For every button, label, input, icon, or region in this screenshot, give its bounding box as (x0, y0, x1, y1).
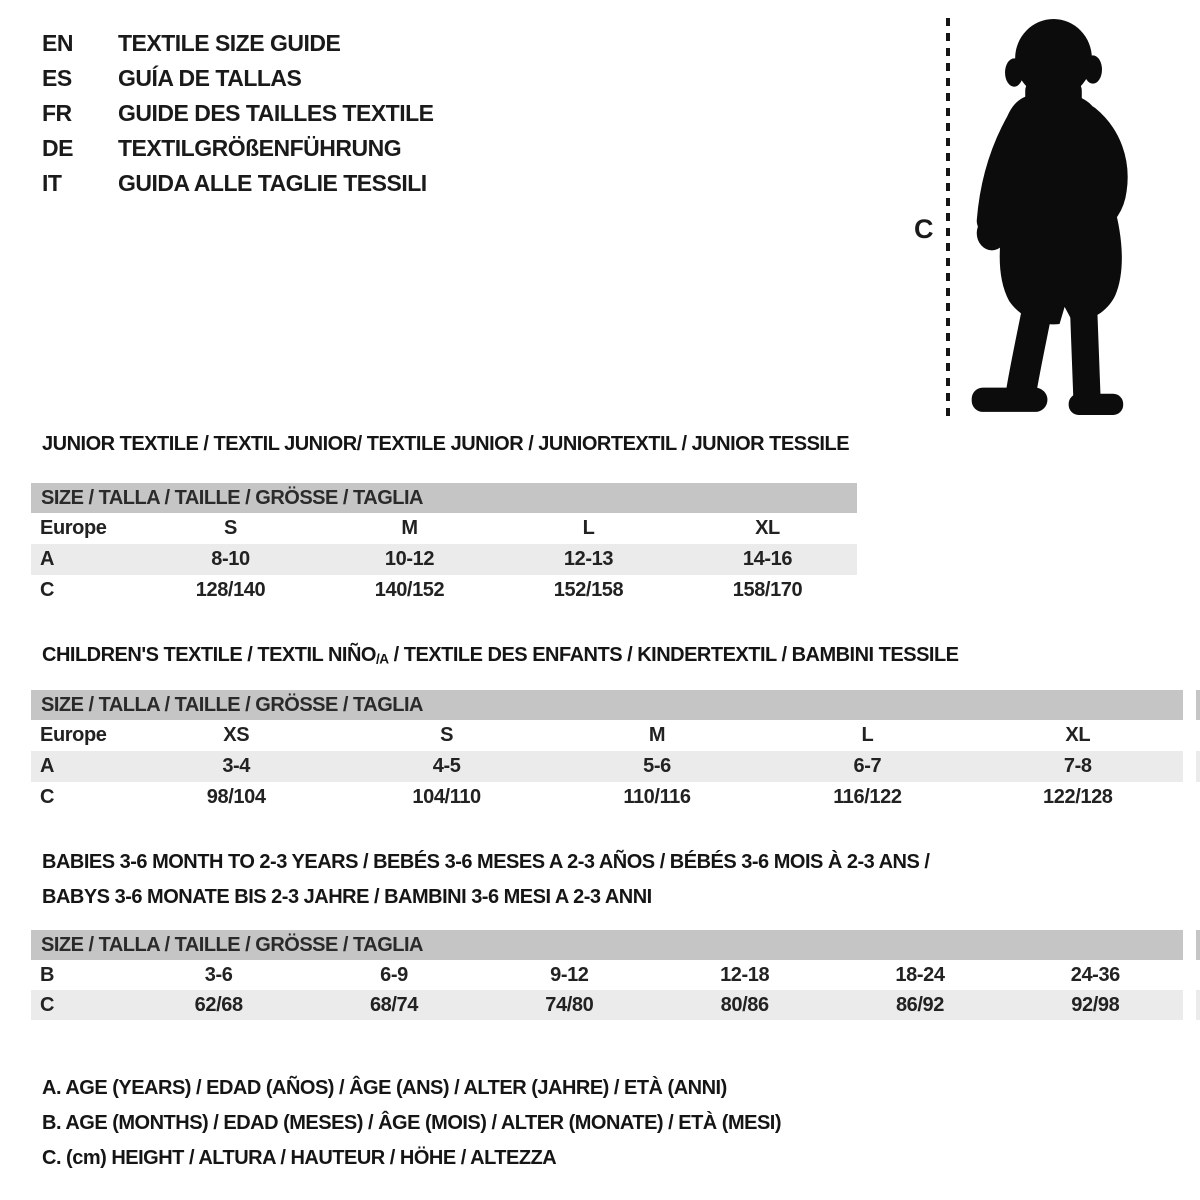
size-cell: XL (755, 517, 780, 539)
lang-code: IT (42, 170, 62, 196)
table-row-age (31, 544, 857, 575)
baby-silhouette-icon (964, 16, 1142, 420)
value-cell: 6-7 (853, 755, 882, 777)
size-cell: XL (1065, 724, 1091, 746)
row-label: C (40, 993, 55, 1016)
row-label: Europe (40, 517, 107, 539)
value-cell: 98/104 (206, 786, 266, 808)
table-row-age (31, 751, 1183, 782)
junior-size-table (31, 483, 857, 606)
legend-line-a: A. AGE (YEARS) / EDAD (AÑOS) / ÂGE (ANS) / ALTER (JAHRE) / ETÀ (ANNI) (42, 1077, 727, 1099)
size-cell: L (861, 724, 874, 746)
junior-title-text: JUNIOR TEXTILE / TEXTIL JUNIOR/ TEXTILE JUNIOR / JUNIORTEXTIL / JUNIOR TESSILE (42, 433, 850, 455)
height-measure-label: C (914, 214, 934, 244)
row-label: Europe (40, 724, 107, 746)
lang-row-fr (42, 96, 434, 131)
lang-code: DE (42, 135, 73, 161)
value-cell: 68/74 (369, 993, 419, 1016)
value-cell: 24-36 (1070, 963, 1120, 986)
row-label: C (40, 579, 55, 601)
value-cell: 140/152 (374, 579, 445, 601)
size-cell: M (648, 724, 666, 746)
lang-title: TEXTILGRÖßENFÜHRUNG (118, 135, 402, 161)
height-dashed-line (946, 18, 950, 418)
babies-section-title (42, 845, 929, 915)
row-label: B (40, 963, 55, 986)
size-header-band: SIZE / TALLA / TAILLE / GRÖSSE / TAGLIA (31, 930, 1183, 960)
size-header-band: SIZE / TALLA / TAILLE / GRÖSSE / TAGLIA (31, 690, 1183, 720)
value-cell: 86/92 (895, 993, 945, 1016)
row-label: C (40, 786, 55, 808)
children-section-title (42, 644, 959, 667)
row-label: A (40, 755, 55, 777)
lang-code: FR (42, 100, 72, 126)
table-row-height (31, 990, 1183, 1020)
babies-size-table (31, 930, 1183, 1020)
lang-title: GUIDA ALLE TAGLIE TESSILI (118, 170, 427, 196)
value-cell: 8-10 (211, 548, 250, 570)
value-cell: 104/110 (412, 786, 481, 808)
size-cell: M (401, 517, 418, 539)
value-cell: 10-12 (384, 548, 435, 570)
lang-title: TEXTILE SIZE GUIDE (118, 30, 341, 56)
lang-title: GUIDE DES TAILLES TEXTILE (118, 100, 434, 126)
lang-row-en (42, 26, 434, 61)
size-cell: XS (223, 724, 250, 746)
value-cell: 12-18 (720, 963, 770, 986)
size-cell: L (582, 517, 595, 539)
lang-row-es (42, 61, 434, 96)
children-title-pre: CHILDREN'S TEXTILE / TEXTIL NIÑO (42, 644, 376, 666)
size-cell: S (440, 724, 454, 746)
value-cell: 158/170 (732, 579, 803, 601)
size-cell: S (224, 517, 237, 539)
edge-row-sliver (1196, 751, 1200, 782)
lang-code: EN (42, 30, 73, 56)
value-cell: 14-16 (742, 548, 793, 570)
size-header-band: SIZE / TALLA / TAILLE / GRÖSSE / TAGLIA (31, 483, 857, 513)
edge-band-sliver (1196, 690, 1200, 720)
lang-row-de (42, 131, 434, 166)
value-cell: 116/122 (833, 786, 902, 808)
value-cell: 9-12 (550, 963, 589, 986)
lang-row-it (42, 166, 434, 201)
value-cell: 74/80 (545, 993, 594, 1016)
children-title-post: / TEXTILE DES ENFANTS / KINDERTEXTIL / BAMBINI TESSILE (388, 644, 959, 666)
value-cell: 6-9 (380, 963, 408, 986)
table-row-sizes (31, 720, 1183, 751)
value-cell: 110/116 (623, 786, 691, 808)
babies-title-line1: BABIES 3-6 MONTH TO 2-3 YEARS / BEBÉS 3-6 MESES A 2-3 AÑOS / BÉBÉS 3-6 MOIS À 2-3 ANS / (42, 851, 930, 873)
junior-section-title (42, 433, 849, 456)
legend-line-b: B. AGE (MONTHS) / EDAD (MESES) / ÂGE (MOIS) / ALTER (MONATE) / ETÀ (MESI) (42, 1112, 782, 1134)
table-row-height (31, 782, 1183, 813)
value-cell: 5-6 (643, 755, 671, 777)
value-cell: 18-24 (895, 963, 945, 986)
value-cell: 7-8 (1063, 755, 1092, 777)
value-cell: 152/158 (553, 579, 624, 601)
table-row-sizes (31, 513, 857, 544)
children-title-sub: /A (375, 651, 389, 667)
value-cell: 4-5 (432, 755, 461, 777)
height-measure-figure (900, 14, 1200, 424)
value-cell: 128/140 (195, 579, 266, 601)
lang-code: ES (42, 65, 72, 91)
value-cell: 12-13 (563, 548, 614, 570)
value-cell: 122/128 (1043, 786, 1113, 808)
babies-title-line2: BABYS 3-6 MONATE BIS 2-3 JAHRE / BAMBINI 3-6 MESI A 2-3 ANNI (42, 886, 652, 908)
row-label: A (40, 548, 55, 570)
edge-band-sliver (1196, 930, 1200, 960)
legend (42, 1071, 781, 1176)
value-cell: 3-6 (204, 963, 233, 986)
table-row-height (31, 575, 857, 606)
children-size-table (31, 690, 1183, 813)
lang-title: GUÍA DE TALLAS (118, 65, 302, 91)
value-cell: 80/86 (720, 993, 769, 1016)
value-cell: 62/68 (194, 993, 243, 1016)
legend-line-c: C. (cm) HEIGHT / ALTURA / HAUTEUR / HÖHE / ALTEZZA (42, 1147, 557, 1169)
value-cell: 3-4 (222, 755, 251, 777)
language-title-list (42, 26, 434, 201)
table-row-age-months (31, 960, 1183, 990)
edge-row-sliver (1196, 990, 1200, 1020)
value-cell: 92/98 (1071, 993, 1120, 1016)
